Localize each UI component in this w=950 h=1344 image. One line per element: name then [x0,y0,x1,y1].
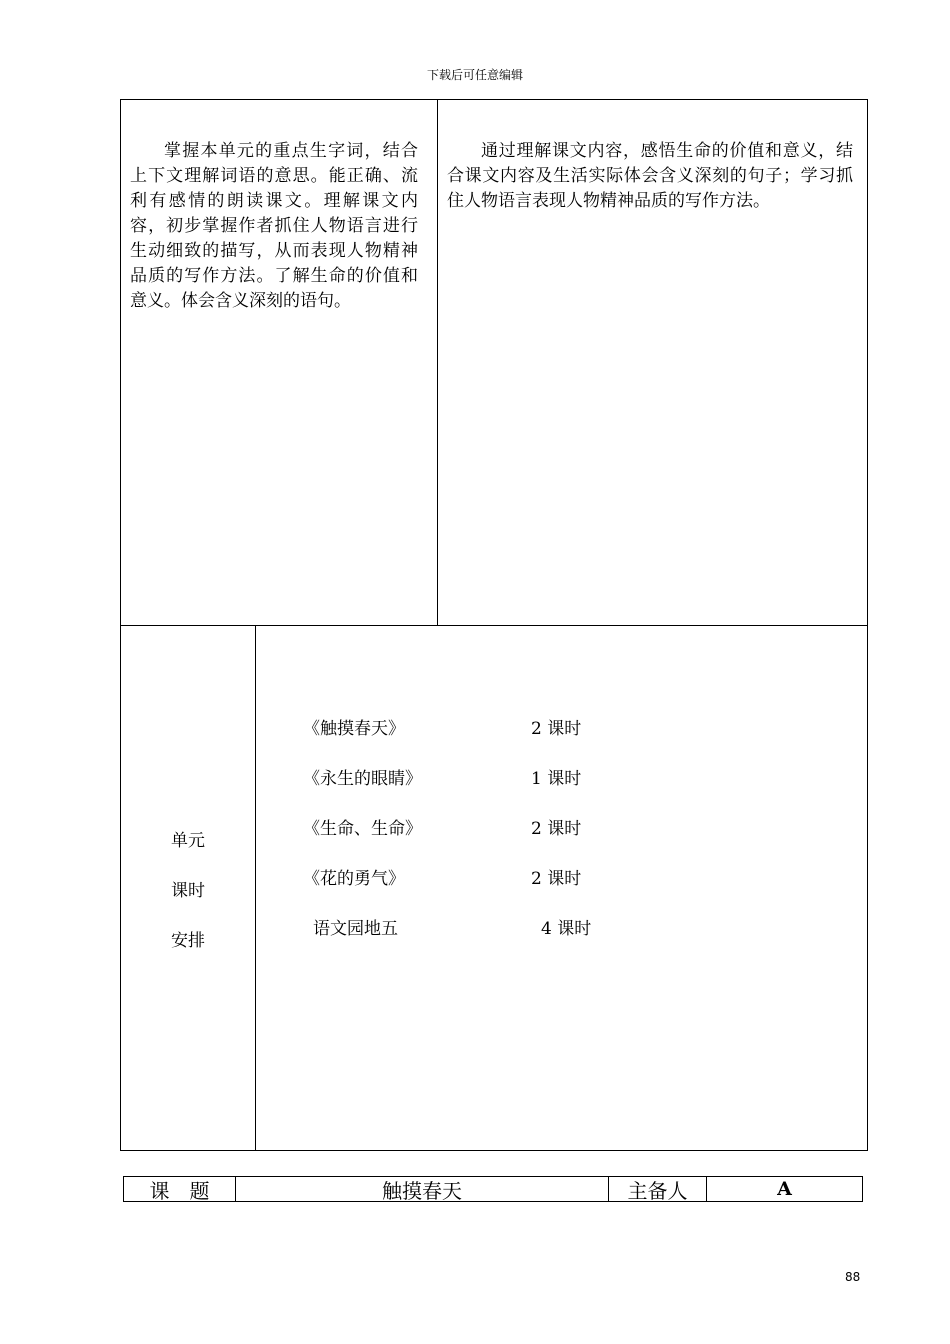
lesson-name: 《永生的眼睛》 [303,769,422,789]
lesson-hours: 4 课时 [541,919,592,939]
topic-label: 课 题 [124,1177,236,1201]
page-number: 88 [845,1270,861,1284]
schedule-label-line-3: 安排 [171,931,205,951]
goals-divider [437,99,438,626]
knowledge-goals-text: 掌握本单元的重点生字词，结合上下文理解词语的意思。能正确、流利有感情的朗读课文。理解课文内容，初步掌握作者抓住人物语言进行生动细致的描写，从而表现人物精神品质的写作方法。了解生命的价值和意义。体会含义深刻的语句。 [130,141,418,311]
lesson-hours: 2 课时 [531,869,582,889]
lesson-header-table [123,1176,863,1202]
lesson-name: 语文园地五 [313,919,398,939]
section-divider [120,625,868,626]
lesson-name: 《触摸春天》 [303,719,405,739]
schedule-label-line-2: 课时 [171,881,205,901]
preparer-value: A [777,1178,792,1200]
lesson-name: 《生命、生命》 [303,819,422,839]
lesson-hours: 2 课时 [531,819,582,839]
preparer-label: 主备人 [609,1177,707,1201]
key-difficult-points-text: 通过理解课文内容，感悟生命的价值和意义，结合课文内容及生活实际体会含义深刻的句子；学习抓住人物语言表现人物精神品质的写作方法。 [447,141,853,211]
lesson-hours: 2 课时 [531,719,582,739]
lesson-name: 《花的勇气》 [303,869,405,889]
topic-value: 触摸春天 [236,1177,609,1201]
page-header: 下载后可任意编辑 [426,68,523,82]
schedule-label-line-1: 单元 [171,831,205,851]
lesson-hours: 1 课时 [531,769,582,789]
